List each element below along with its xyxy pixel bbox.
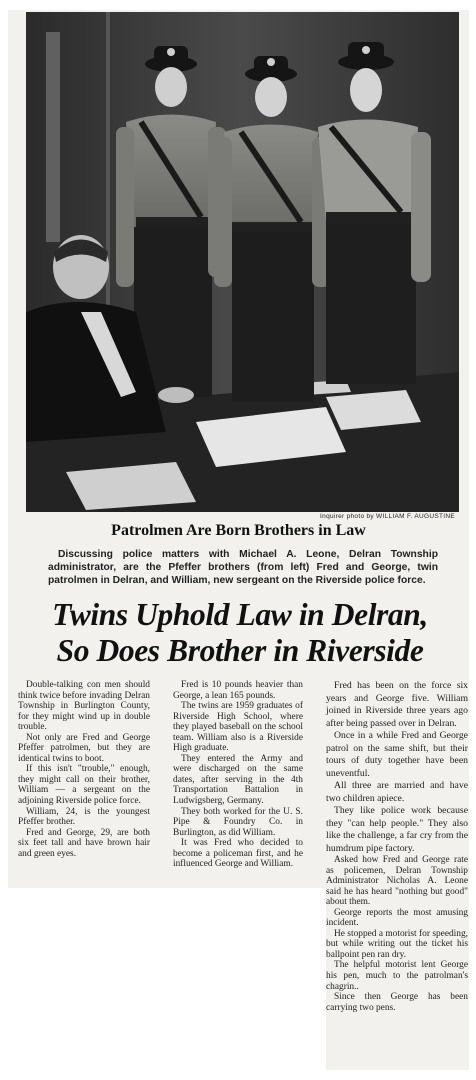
article-column-2	[173, 680, 303, 870]
paragraph: Double-talking con men should think twice before invading Delran Township in Burlington County, for they might wind up in double trouble.	[18, 680, 150, 733]
paragraph: They both worked for the U. S. Pipe & Foundry Co. in Burlington, as did William.	[173, 806, 303, 838]
article-column-3	[326, 680, 468, 1013]
door-frame	[46, 32, 60, 242]
paragraph: Once in a while Fred and George patrol on the same shift, but their tours of duty together have been uneventful.	[326, 730, 468, 779]
blank-area	[8, 888, 326, 1080]
newspaper-clipping	[8, 10, 469, 1070]
paragraph: The twins are 1959 graduates of Riverside High School, where they played baseball on the school team. William also is a Riverside High graduate.	[173, 701, 303, 754]
paragraph: The helpful motorist lent George his pen, much to the patrolman's chagrin..	[326, 960, 468, 992]
paragraph: He stopped a motorist for speeding, but while writing out the ticket his ballpoint pen ran dry.	[326, 928, 468, 960]
paragraph: Since then George has been carrying two pens.	[326, 992, 468, 1013]
photo-illustration	[26, 12, 459, 512]
paragraph: George reports the most amusing incident.	[326, 907, 468, 929]
paragraph: Asked how Fred and George rate as policemen, Delran Township Administrator Nicholas A. Leone said he has heard "nothing but good" about them.	[326, 855, 468, 908]
paragraph: If this isn't "trouble," enough, they might call on their brother, William — a sergeant on the adjoining Riverside police force.	[18, 764, 150, 807]
news-photo	[26, 12, 459, 512]
paragraph: Fred and George, 29, are both six feet tall and have brown hair and green eyes.	[18, 827, 150, 859]
paragraph: Fred is 10 pounds heavier than George, a lean 165 pounds.	[173, 680, 303, 701]
paragraph: Not only are Fred and George Pfeffer patrolmen, but they are identical twins to boot.	[18, 732, 150, 764]
caption-headline: Patrolmen Are Born Brothers in Law	[111, 522, 366, 539]
paragraph: They entered the Army and were discharged on the same dates, after serving in the 4th Transportation Battalion in Ludwigsberg, Germany.	[173, 753, 303, 807]
article-headline	[14, 597, 466, 669]
article-column-1	[18, 680, 150, 859]
caption-body: Discussing police matters with Michael A. Leone, Delran Township administrator, are the Pfeffer brothers (from left) Fred and George, twin patrolmen in Delran, and William, new sergeant on the Riverside police force.	[48, 549, 438, 586]
paragraph: All three are married and have two children apiece.	[326, 780, 468, 804]
paragraph: Fred has been on the force six years and George five. William joined in Riverside three years ago after being passed over in Delran.	[326, 680, 468, 729]
headline-line-1: Twins Uphold Law in Delran,	[52, 597, 428, 632]
paragraph: William, 24, is the youngest Pfeffer brother.	[18, 806, 150, 828]
headline-line-2: So Does Brother in Riverside	[56, 633, 424, 668]
paragraph: It was Fred who decided to become a policeman first, and he influenced George and William.	[173, 838, 303, 870]
photo-credit: Inquirer photo by WILLIAM F. AUGUSTINE	[320, 513, 455, 520]
paragraph: They like police work because they "can help people." They also like the challenge, a far cry from the humdrum pipe factory.	[326, 805, 468, 854]
